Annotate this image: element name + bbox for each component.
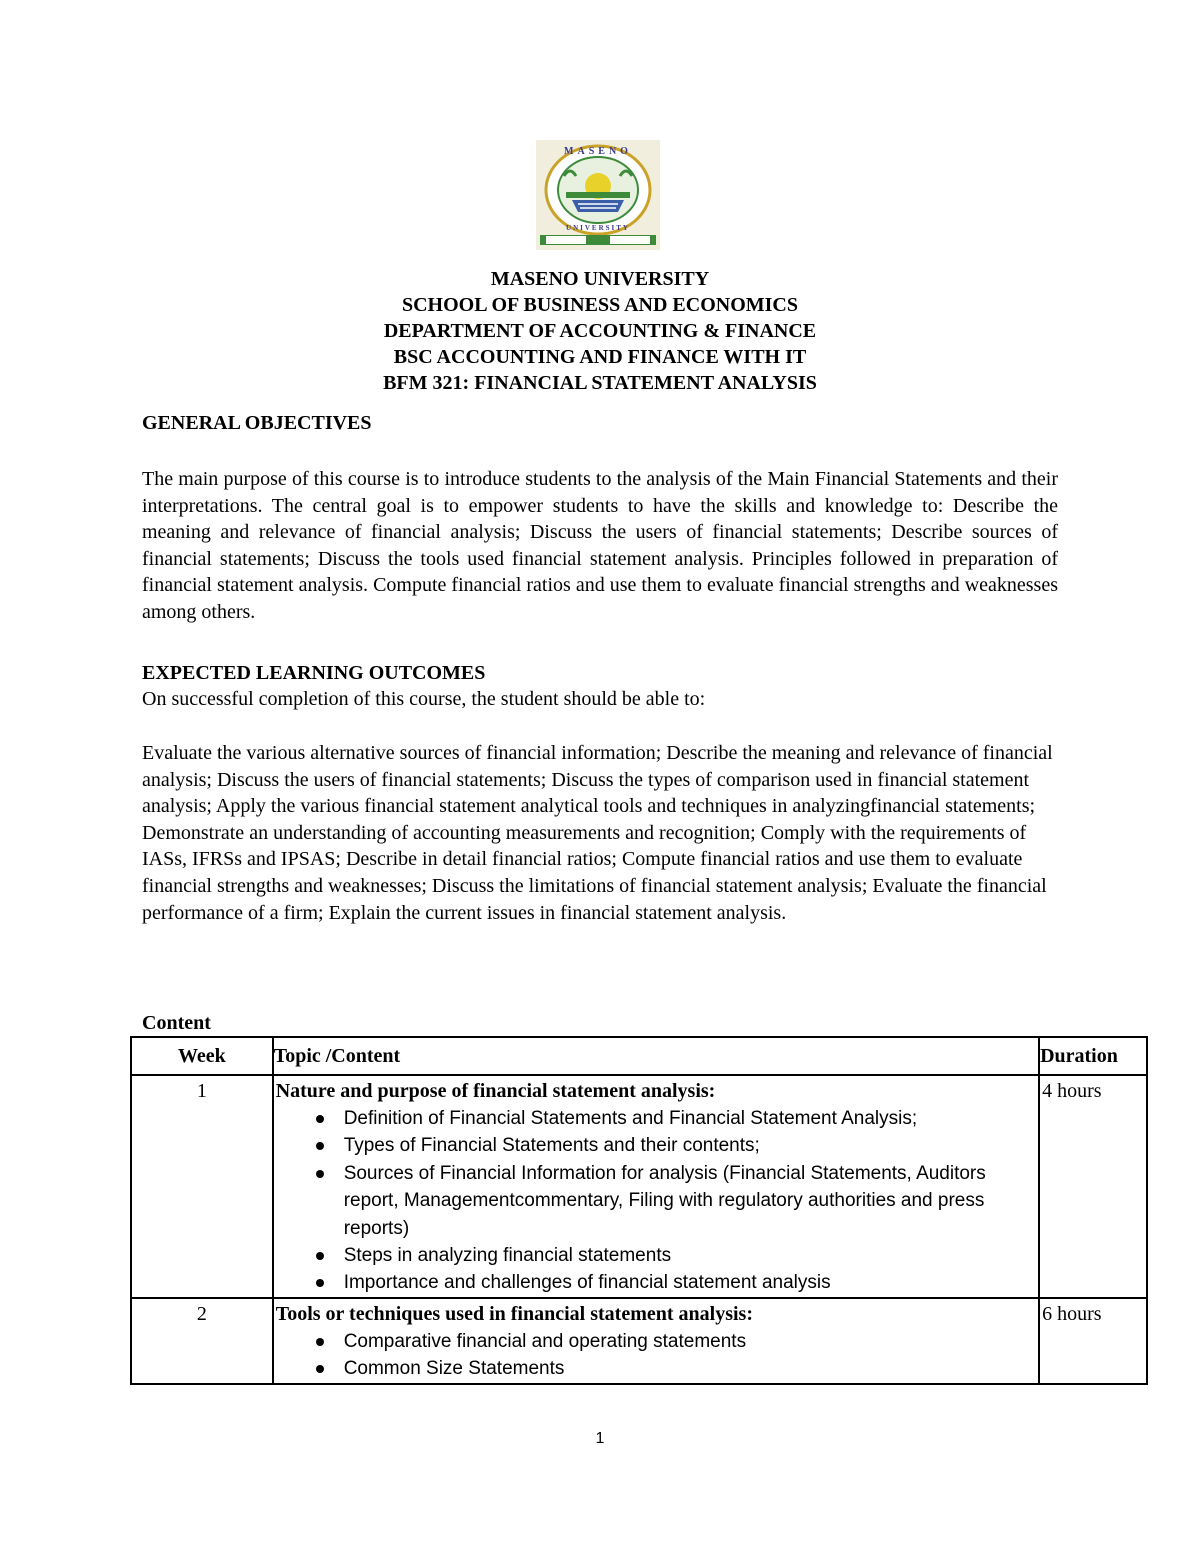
list-item: Comparative financial and operating statements [344, 1328, 1038, 1355]
week-column-header: Week [131, 1037, 273, 1075]
duration-column-header: Duration [1039, 1037, 1147, 1075]
topic-list [274, 1328, 1038, 1383]
week-number: 1 [196, 1080, 207, 1102]
learning-outcomes-intro: On successful completion of this course, the student should be able to: [142, 688, 706, 710]
list-item: Importance and challenges of financial statement analysis [344, 1269, 1038, 1296]
general-objectives-body: The main purpose of this course is to introduce students to the analysis of the Main Financial Statements and their interpretations. The central goal is to empower students to have the skills and knowledge to: Describe the meaning and relevance of financial analysis; Discuss the users of financial statements; Describe sources of financial statements; Discuss the tools used financial statement analysis. Principles followed in preparation of financial statement analysis. Compute financial ratios and use them to evaluate financial strengths and weaknesses among others. [142, 468, 1058, 623]
learning-outcomes-body: Evaluate the various alternative sources of financial information; Describe the meaning and relevance of financial analysis; Discuss the users of financial statements; Discuss the types of comparison used in financial statement analysis; Apply the various financial statement analytical tools and techniques in analyzingfinancial statements; Demonstrate an understanding of accounting measurements and recognition; Comply with the requirements of IASs, IFRSs and IPSAS; Describe in detail financial ratios; Compute financial ratios and use them to evaluate financial strengths and weaknesses; Discuss the limitations of financial statement analysis; Evaluate the financial performance of a firm; Explain the current issues in financial statement analysis. [142, 742, 1053, 924]
department-name: DEPARTMENT OF ACCOUNTING & FINANCE [383, 320, 817, 342]
list-item: Definition of Financial Statements and Financial Statement Analysis; [344, 1105, 1038, 1132]
list-item: Common Size Statements [344, 1355, 1038, 1382]
svg-text:UNIVERSITY: UNIVERSITY [566, 224, 630, 232]
content-heading: Content [142, 1012, 211, 1034]
topic-title: Nature and purpose of financial statement analysis: [275, 1080, 716, 1102]
programme-name: BSC ACCOUNTING AND FINANCE WITH IT [393, 346, 807, 368]
list-item: Steps in analyzing financial statements [344, 1242, 1038, 1269]
document-header [0, 266, 1200, 396]
duration-value: 4 hours [1042, 1080, 1102, 1102]
university-logo [536, 140, 660, 250]
week-number: 2 [196, 1302, 207, 1325]
university-name: MASENO UNIVERSITY [490, 268, 710, 290]
list-item: Types of Financial Statements and their contents; [344, 1132, 1038, 1159]
table-row [131, 1075, 1147, 1298]
topic-column-header: Topic /Content [273, 1037, 1039, 1075]
school-name: SCHOOL OF BUSINESS AND ECONOMICS [401, 294, 798, 316]
topic-list [274, 1105, 1038, 1297]
page-number: 1 [595, 1430, 605, 1447]
content-table [130, 1036, 1148, 1385]
maseno-crest-icon [536, 140, 660, 250]
topic-title: Tools or techniques used in financial statement analysis: [275, 1302, 753, 1325]
table-row [131, 1298, 1147, 1384]
list-item: Sources of Financial Information for analysis (Financial Statements, Auditors report, Managementcommentary, Filing with regulatory authorities and press reports) [344, 1160, 1038, 1242]
svg-text:MASENO: MASENO [564, 146, 632, 157]
general-objectives-heading: GENERAL OBJECTIVES [142, 412, 372, 434]
learning-outcomes-heading: EXPECTED LEARNING OUTCOMES [142, 662, 486, 684]
table-header-row [131, 1037, 1147, 1075]
course-title: BFM 321: FINANCIAL STATEMENT ANALYSIS [383, 372, 817, 394]
duration-value: 6 hours [1042, 1302, 1102, 1325]
